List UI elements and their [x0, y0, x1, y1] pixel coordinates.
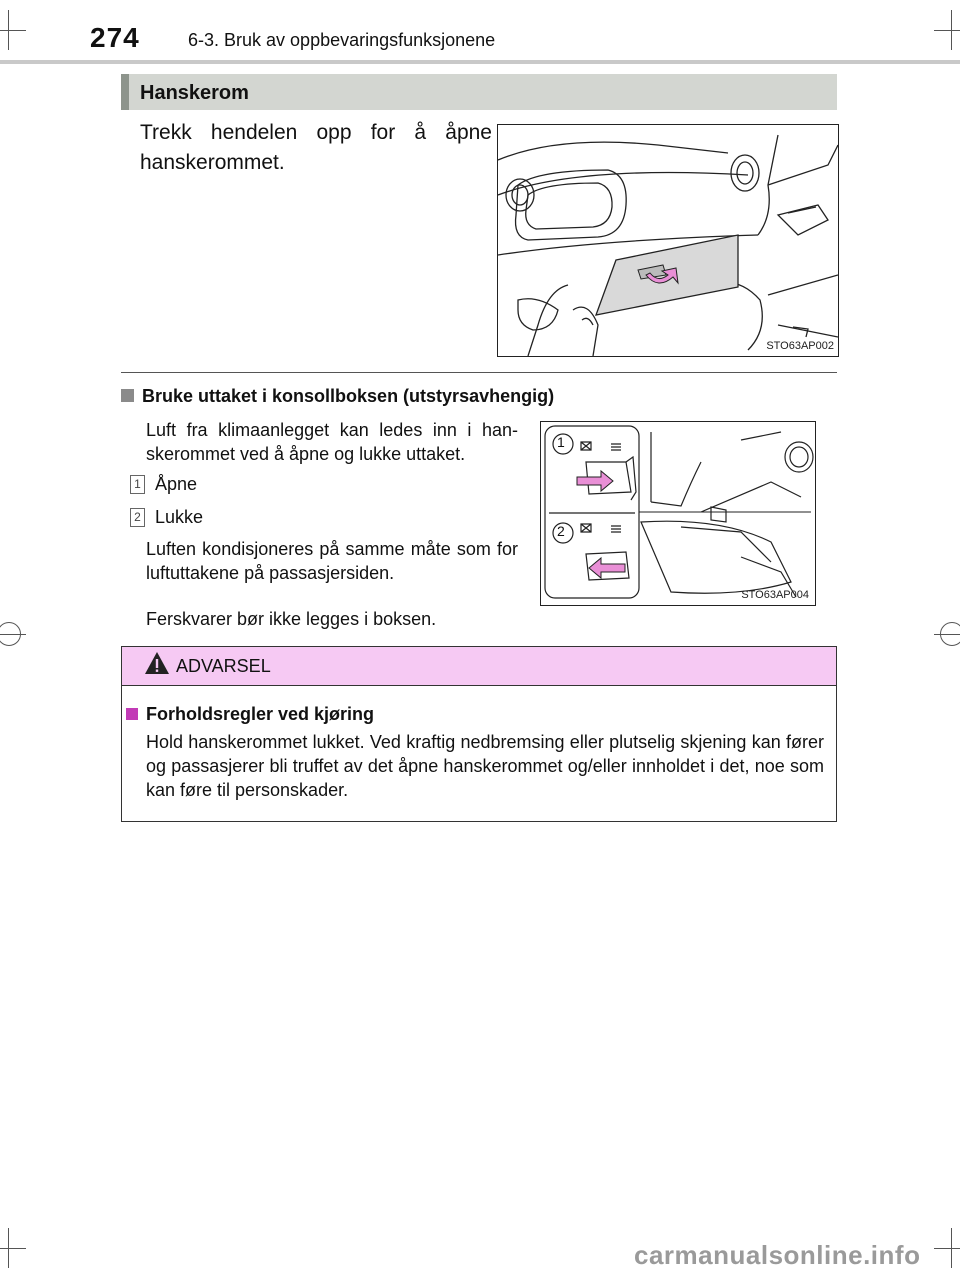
crop-mark — [940, 622, 960, 646]
subsection-note: Ferskvarer bør ikke legges i boksen. — [146, 609, 437, 629]
callout-1: 1 — [557, 434, 565, 450]
step-number: 1 — [130, 475, 145, 494]
watermark: carmanualsonline.info — [634, 1240, 921, 1270]
page-number: 274 — [90, 22, 140, 53]
crop-mark — [951, 1228, 952, 1268]
callout-2: 2 — [557, 523, 565, 539]
crop-mark — [934, 1248, 960, 1249]
warning-triangle-icon — [144, 651, 170, 675]
subsection-paragraph: Luft fra klimaanlegget kan ledes inn i han-skerommet ved å åpne og lukke uttaket. — [146, 420, 518, 464]
crop-mark — [934, 30, 960, 31]
subsection-heading-text: Bruke uttaket i konsollboksen (utstyrsavhengig) — [142, 386, 555, 406]
warning-title: ADVARSEL — [176, 656, 271, 676]
crop-mark — [0, 1248, 26, 1249]
warning-text: Hold hanskerommet lukket. Ved kraftig nedbremsing eller plutselig skjening kan fører og passasjerer bli truffet av det åpne hanskerommet og/eller innholdet i det, noe som kan føre til personskader. — [146, 732, 824, 800]
figure-id: STO63AP004 — [741, 589, 809, 601]
crop-mark — [0, 622, 21, 646]
figure-id: STO63AP002 — [766, 340, 834, 352]
step-item — [130, 505, 203, 529]
glovebox-drawing — [498, 125, 838, 356]
step-item — [130, 472, 197, 496]
outlet-illustration — [540, 421, 816, 606]
warning-subheading — [126, 704, 374, 725]
outlet-drawing — [541, 422, 815, 605]
glovebox-illustration — [497, 124, 839, 357]
crop-mark — [951, 10, 952, 50]
header-rule — [0, 60, 960, 64]
section-title: Hanskerom — [140, 82, 249, 104]
crop-mark — [8, 1228, 9, 1268]
warning-subheading-text: Forholdsregler ved kjøring — [146, 704, 375, 724]
step-label: Åpne — [155, 474, 198, 494]
section-divider — [121, 372, 837, 373]
chapter-title: 6-3. Bruk av oppbevaringsfunksjonene — [188, 30, 496, 50]
section-bar-accent — [121, 74, 129, 110]
subsection-paragraph: Luften kondisjoneres på samme måte som for luftuttakene på passasjersiden. — [146, 539, 518, 583]
subsection-heading — [121, 386, 554, 407]
step-number: 2 — [130, 508, 145, 527]
bullet-square-icon — [121, 389, 134, 402]
step-label: Lukke — [155, 507, 204, 527]
crop-mark — [0, 30, 26, 31]
intro-text: Trekk hendelen opp for å åpne hanskerommet. — [140, 121, 492, 174]
crop-mark — [8, 10, 9, 50]
bullet-square-icon — [126, 708, 138, 720]
